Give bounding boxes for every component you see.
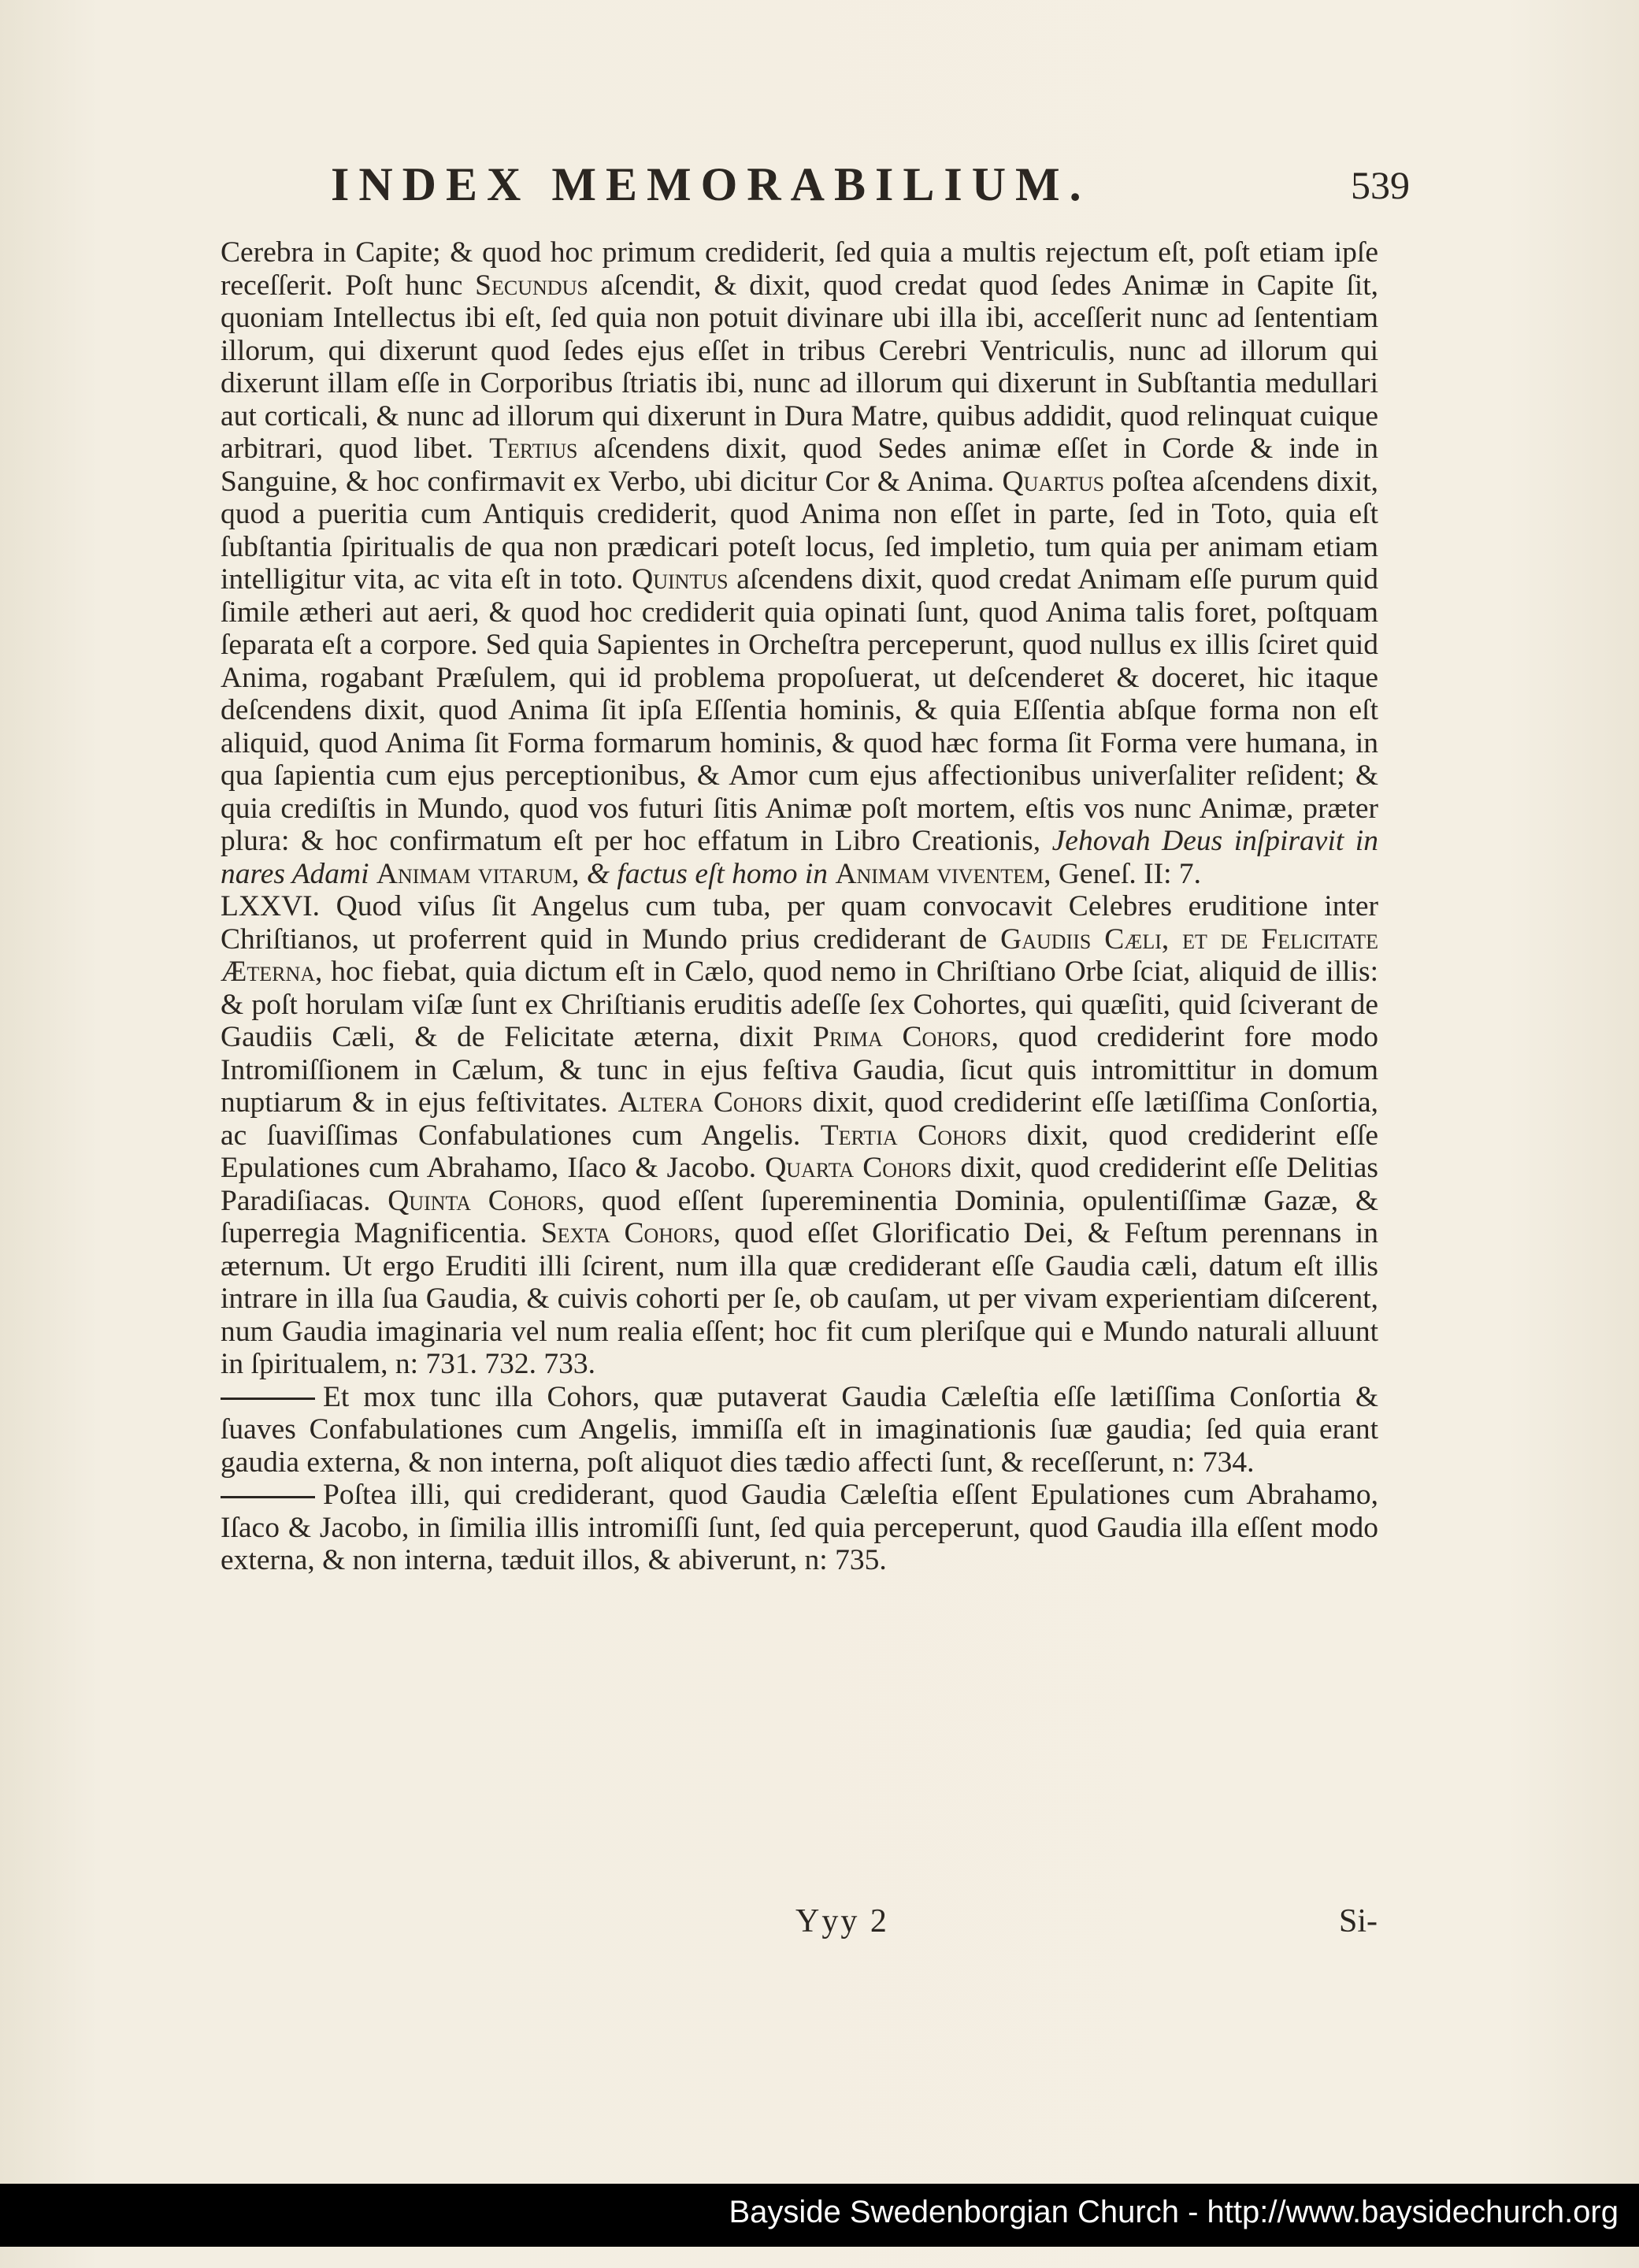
paragraph-first-cohort: Et mox tunc illa Cohors, quæ putaverat Gaudia Cæleſtia eſſe lætiſſima Conſortia & ſuaves Confabulationes cum Angelis, immiſſa eſt in imaginationis ſuæ gaudia; ſed quia erant gaudia externa, & non interna, poſt aliquot dies tædio affecti ſunt, & receſſerunt, n: 734.	[221, 1380, 1378, 1479]
paragraph-soul-seat: Cerebra in Capite; & quod hoc primum crediderit, ſed quia a multis rejectum eſt, poſt etiam ipſe receſſerit. Poſt hunc Secundus aſcendit, & dixit, quod credat quod ſedes Animæ in Capite ſit, quoniam Intellectus ibi eſt, ſed quia non potuit divinare ubi illa ibi, acceſſerit nunc ad ſententiam illorum, qui dixerunt quod ſedes ejus eſſet in tribus Cerebri Ventriculis, nunc ad illorum qui dixerunt illam eſſe in Corporibus ſtriatis ibi, nunc ad illorum qui dixerunt in Subſtantia medullari aut corticali, & nunc ad illorum qui dixerunt in Dura Matre, quibus addidit, quod relinquat cuique arbitrari, quod libet. Tertius aſcendens dixit, quod Sedes animæ eſſet in Corde & inde in Sanguine, & hoc confirmavit ex Verbo, ubi dicitur Cor & Anima. Quartus poſtea aſcendens dixit, quod a pueritia cum Antiquis crediderit, quod Anima non eſſet in parte, ſed in Toto, quia eſt ſubſtantia ſpiritualis de qua non prædicari poteſt locus, ſed impletio, tum quia per animam etiam intelligitur vita, ac vita eſt in toto. Quintus aſcendens dixit, quod credat Animam eſſe purum quid ſimile ætheri aut aeri, & quod hoc crediderit quia opinati ſunt, quod Anima talis foret, poſtquam ſeparata eſt a corpore. Sed quia Sapientes in Orcheſtra perceperunt, quod nullus ex illis ſciret quid Anima, rogabant Præſulem, qui id problema propoſuerat, ut deſcenderet & doceret, hic itaque deſcendens dixit, quod Anima ſit ipſa Eſſentia hominis, & quia Eſſentia abſque forma non eſt aliquid, quod Anima ſit Forma formarum hominis, & quod hæc forma ſit Forma vere humana, in qua ſapientia cum ejus perceptionibus, & Amor cum ejus affectionibus univerſaliter reſident; & quia crediſtis in Mundo, quod vos futuri ſitis Animæ poſt mortem, eſtis vos nunc Animæ, præter plura: & hoc confirmatum eſt per hoc effatum in Libro Creationis, Jehovah Deus inſpiravit in nares Adami Animam vitarum, & factus eſt homo in Animam viventem, Geneſ. II: 7.	[221, 236, 1378, 890]
paragraph-lxxvi: LXXVI. Quod viſus ſit Angelus cum tuba, per quam convocavit Celebres eruditione inter Chriſtianos, ut proferrent quid in Mundo prius crediderant de Gaudiis Cæli, et de Felicitate Æterna, hoc fiebat, quia dictum eſt in Cælo, quod nemo in Chriſtiano Orbe ſciat, aliquid de illis: & poſt horulam viſæ ſunt ex Chriſtianis eruditis adeſſe ſex Cohortes, qui quæſiti, quid ſciverant de Gaudiis Cæli, & de Felicitate æterna, dixit Prima Cohors, quod crediderint fore modo Intromiſſionem in Cælum, & tunc in ejus feſtiva Gaudia, ſicut quis intromittitur in domum nuptiarum & in ejus feſtivitates. Altera Cohors dixit, quod crediderint eſſe lætiſſima Conſortia, ac ſuaviſſimas Confabulationes cum Angelis. Tertia Cohors dixit, quod crediderint eſſe Epulationes cum Abrahamo, Iſaco & Jacobo. Quarta Cohors dixit, quod crediderint eſſe Delitias Paradiſiacas. Quinta Cohors, quod eſſent ſupereminentia Dominia, opulentiſſimæ Gazæ, & ſuperregia Magnificentia. Sexta Cohors, quod eſſet Glorificatio Dei, & Feſtum perennans in æternum. Ut ergo Eruditi illi ſcirent, num illa quæ crediderant eſſe Gaudia cæli, datum eſt illis intrare in illa ſua Gaudia, & cuivis cohorti per ſe, ob cauſam, ut per vivam experientiam diſcerent, num Gaudia imaginaria vel num realia eſſent; hoc fit cum pleriſque qui e Mundo naturali alluunt in ſpiritualem, n: 731. 732. 733.	[221, 890, 1379, 1380]
page-title: INDEX MEMORABILIUM.	[331, 158, 1091, 210]
index-text	[221, 236, 1378, 1577]
running-header	[331, 158, 1410, 221]
paragraph-abraham-cohort: Poſtea illi, qui crediderant, quod Gaudia Cæleſtia eſſent Epulationes cum Abrahamo, Iſaco & Jacobo, in ſimilia illis intromiſſi ſunt, ſed quia perceperunt, quod Gaudia illa eſſent modo externa, & non interna, tæduit illos, & abiverunt, n: 735.	[221, 1479, 1378, 1576]
signature-mark: Yyy 2	[795, 1903, 889, 1939]
catchword: Si-	[1339, 1903, 1378, 1939]
em-dash-rule	[221, 1496, 315, 1498]
watermark-link[interactable]: Bayside Swedenborgian Church - http://www.baysidechurch.org	[729, 2195, 1619, 2229]
watermark-banner	[0, 2184, 1639, 2247]
em-dash-rule	[221, 1398, 315, 1400]
page-number: 539	[1351, 163, 1410, 207]
